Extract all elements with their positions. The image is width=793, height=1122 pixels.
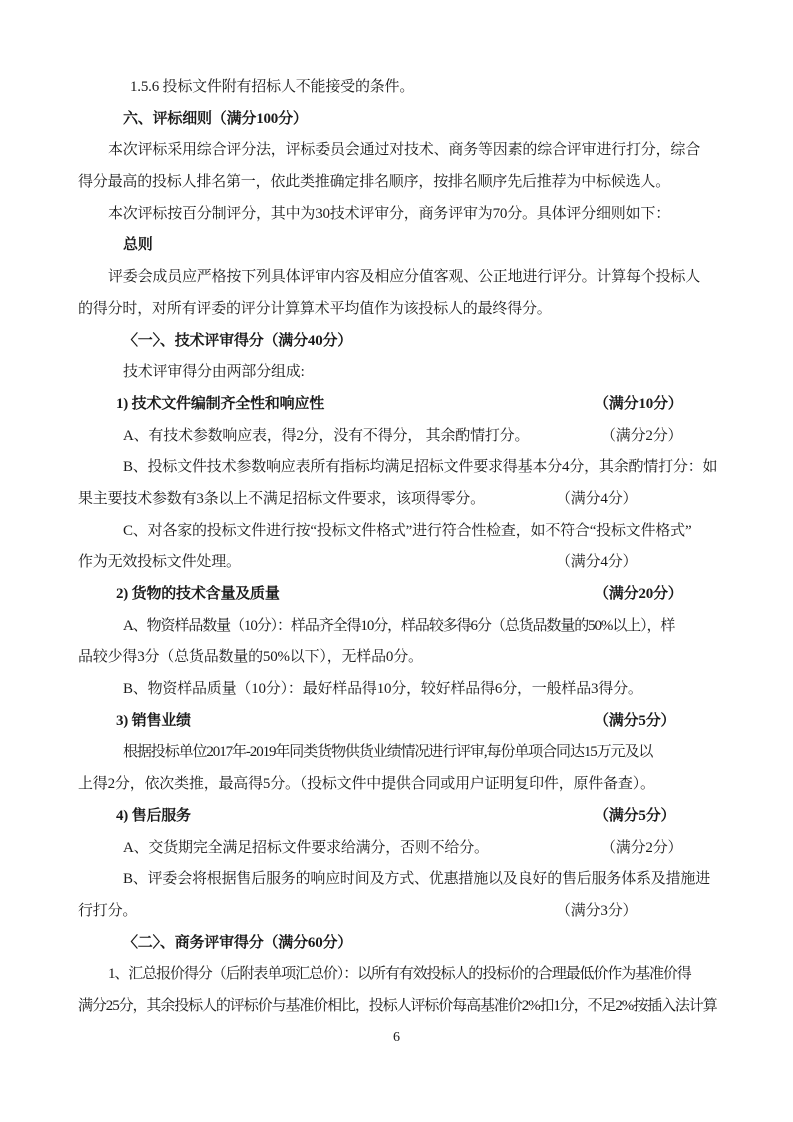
text-line — [78, 326, 749, 358]
text-line — [78, 769, 749, 801]
text-line — [78, 991, 749, 1023]
line-text: C、对各家的投标文件进行按“投标文件格式”进行符合性检查，如不符合“投标文件格式” — [123, 522, 692, 539]
text-line — [78, 421, 749, 453]
text-line — [78, 484, 749, 516]
line-text: 本次评标按百分制评分，其中为30技术评审分，商务评审为70分。具体评分细则如下： — [108, 205, 671, 222]
text-line — [78, 452, 749, 484]
text-line — [78, 706, 749, 738]
score-annotation: （满分4分） — [556, 490, 638, 507]
text-line — [78, 801, 749, 833]
line-text: 3) 销售业绩 — [116, 712, 191, 729]
text-line — [78, 928, 749, 960]
line-text: B、投标文件技术参数响应表所有指标均满足招标文件要求得基本分4分，其余酌情打分：如 — [123, 459, 718, 476]
text-line — [78, 674, 749, 706]
line-text: 1) 技术文件编制齐全性和响应性 — [116, 395, 325, 412]
score-annotation: （满分10分） — [594, 395, 683, 412]
text-line — [78, 357, 749, 389]
text-line — [78, 135, 749, 167]
score-annotation: （满分20分） — [594, 586, 683, 602]
score-annotation: （满分5分） — [594, 807, 676, 824]
line-text: 的得分时，对所有评委的评分计算算术平均值作为该投标人的最终得分。 — [78, 300, 552, 317]
line-text: 品较少得3分（总货品数量的50%以下），无样品0分。 — [78, 649, 423, 666]
text-line — [78, 642, 749, 674]
text-line — [78, 959, 749, 991]
line-text: 〈一〉、技术评审得分（满分40分） — [123, 332, 353, 349]
score-annotation: （满分5分） — [594, 712, 676, 729]
line-text: B、评委会将根据售后服务的响应时间及方式、优惠措施以及良好的售后服务体系及措施进 — [123, 871, 711, 888]
text-line — [78, 294, 749, 326]
line-text: 作为无效投标文件处理。 — [78, 554, 241, 571]
text-line — [78, 737, 749, 769]
text-line — [78, 262, 749, 294]
line-text: 得分最高的投标人排名第一，依此类推确定排名顺序，按排名顺序先后推荐为中标候选人。 — [78, 174, 671, 191]
score-annotation: （满分3分） — [556, 902, 638, 919]
text-line — [78, 547, 749, 579]
text-line — [78, 579, 749, 611]
score-annotation: （满分4分） — [556, 554, 638, 571]
line-text: A、物资样品数量（10分）：样品齐全得10分，样品较多得6分（总货品数量的50%以上），样 — [123, 617, 675, 634]
line-text: A、有技术参数响应表，得2分，没有不得分， 其余酌情打分。 — [123, 427, 530, 444]
text-line — [78, 199, 749, 231]
text-line — [78, 389, 749, 421]
page-number: 6 — [393, 1030, 400, 1045]
text-line — [78, 833, 749, 865]
line-text: 4) 售后服务 — [116, 807, 191, 824]
line-text: 根据投标单位2017年-2019年同类货物供货业绩情况进行评审,每份单项合同达15万元及以 — [123, 744, 653, 761]
text-line — [78, 72, 749, 104]
line-text: 满分25分，其余投标人的评标价与基准价相比，投标人评标价每高基准价2%扣1分，不足2%按插入法计算 — [78, 997, 717, 1014]
line-text: 本次评标采用综合评分法，评标委员会通过对技术、商务等因素的综合评审进行打分，综合 — [108, 142, 701, 159]
text-line — [78, 167, 749, 199]
score-annotation: （满分2分） — [601, 427, 683, 444]
line-text: 果主要技术参数有3条以上不满足招标文件要求，该项得零分。 — [78, 490, 485, 507]
line-text: 评委会成员应严格按下列具体评审内容及相应分值客观、公正地进行评分。计算每个投标人 — [108, 269, 701, 286]
line-text: 上得2分，依次类推，最高得5分。（投标文件中提供合同或用户证明复印件，原件备查）。 — [78, 776, 655, 793]
line-text: 〈二〉、商务评审得分（满分60分） — [123, 934, 353, 951]
line-text: B、物资样品质量（10分）：最好样品得10分，较好样品得6分，一般样品3得分。 — [123, 681, 643, 698]
text-line — [78, 864, 749, 896]
text-line — [78, 611, 749, 643]
line-text: 1、汇总报价得分（后附表单项汇总价）：以所有有效投标人的投标价的合理最低价作为基准价得 — [108, 966, 691, 983]
line-text: A、交货期完全满足招标文件要求给满分，否则不给分。 — [123, 839, 489, 856]
line-text: 1.5.6 投标文件附有招标人不能接受的条件。 — [130, 79, 415, 95]
text-line — [78, 230, 749, 262]
score-annotation: （满分2分） — [601, 839, 683, 856]
text-line — [78, 896, 749, 928]
document-body — [78, 72, 749, 1023]
text-line — [78, 104, 749, 136]
line-text: 技术评审得分由两部分组成: — [123, 364, 305, 381]
line-text: 行打分。 — [78, 902, 138, 919]
line-text: 总则 — [123, 237, 153, 254]
line-text: 六、评标细则（满分100分） — [123, 110, 308, 127]
text-line — [78, 516, 749, 548]
line-text: 2) 货物的技术含量及质量 — [116, 586, 280, 602]
